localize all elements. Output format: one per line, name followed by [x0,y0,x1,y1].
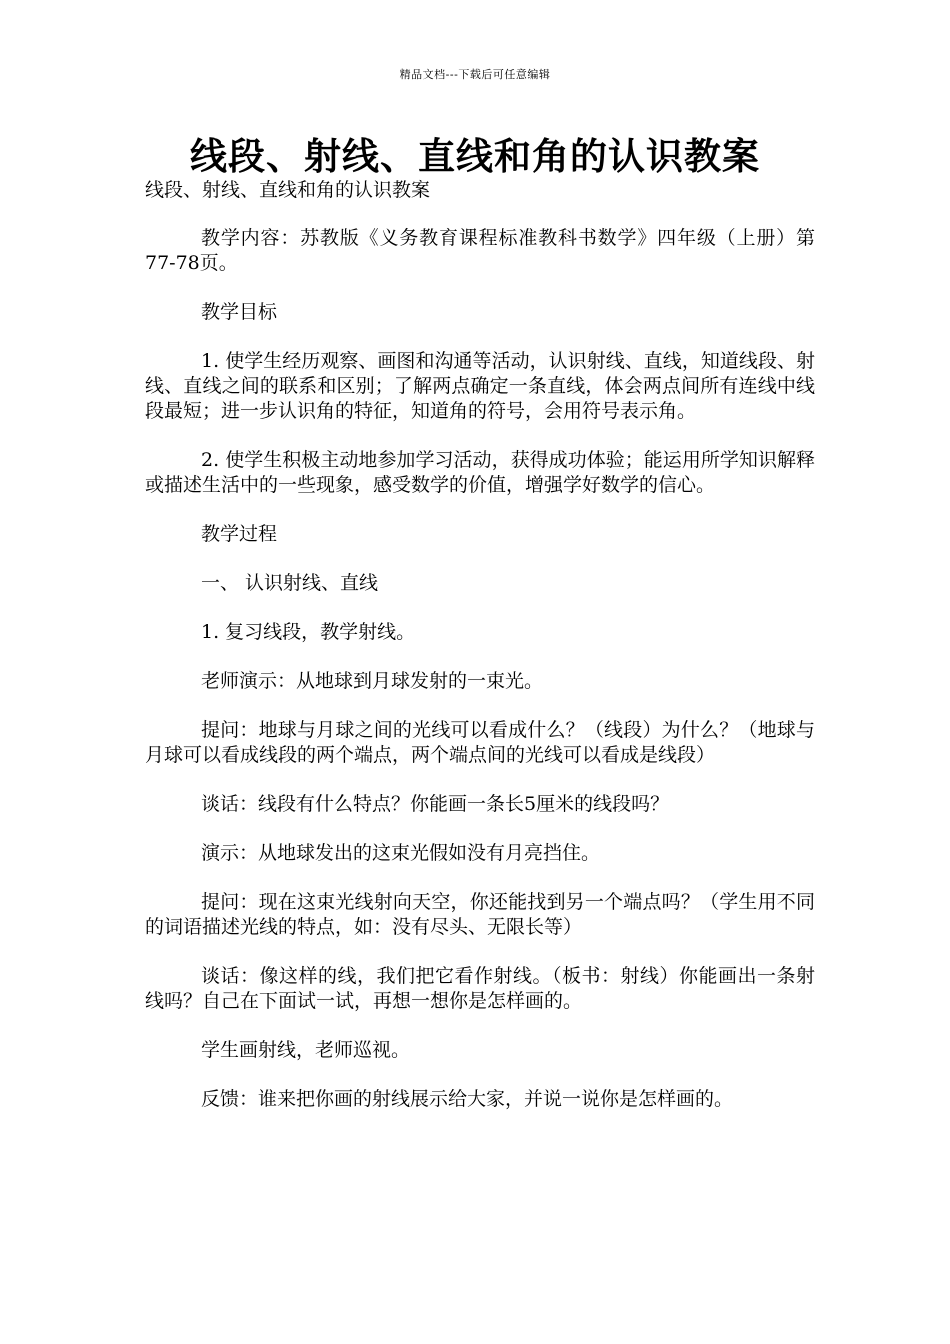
heading-teaching-process: 教学过程 [201,523,278,545]
paragraph-goal-1: 1. 使学生经历观察、画图和沟通等活动，认识射线、直线，知道线段、射线、直线之间的联系和区别；了解两点确定一条直线，体会两点间所有连线中线段最短；进一步认识角的特征，知道角的符号，会用符号表示角。 [145,350,815,422]
paragraph-demo-1: 老师演示：从地球到月球发射的一束光。 [201,670,544,692]
paragraph-goal-2: 2. 使学生积极主动地参加学习活动，获得成功体验；能运用所学知识解释或描述生活中的一些现象，感受数学的价值，增强学好数学的信心。 [145,449,815,496]
paragraph-demo-2: 演示：从地球发出的这束光假如没有月亮挡住。 [201,842,601,864]
paragraph-talk-1: 谈话：线段有什么特点？你能画一条长5厘米的线段吗？ [201,793,670,815]
header-note: 精品文档---下载后可任意编辑 [399,68,551,81]
heading-section-1: 一、 认识射线、直线 [201,572,379,594]
paragraph-student-draw: 学生画射线，老师巡视。 [201,1039,411,1061]
paragraph-step-1: 1. 复习线段，教学射线。 [201,621,416,643]
document-body [145,226,815,1136]
document-subtitle: 线段、射线、直线和角的认识教案 [145,179,431,201]
paragraph-question-1: 提问：地球与月球之间的光线可以看成什么？（线段）为什么？（地球与月球可以看成线段的两个端点，两个端点间的光线可以看成是线段） [145,719,815,766]
paragraph-talk-2: 谈话：像这样的线，我们把它看作射线。（板书：射线）你能画出一条射线吗？自己在下面试一试，再想一想你是怎样画的。 [145,965,815,1012]
paragraph-question-2: 提问：现在这束光线射向天空，你还能找到另一个端点吗？（学生用不同的词语描述光线的特点，如：没有尽头、无限长等） [145,891,815,938]
heading-teaching-goals: 教学目标 [201,301,278,323]
paragraph-feedback: 反馈：谁来把你画的射线展示给大家，并说一说你是怎样画的。 [201,1088,734,1110]
document-title: 线段、射线、直线和角的认识教案 [190,135,760,178]
paragraph-teaching-content: 教学内容：苏教版《义务教育课程标准教科书数学》四年级（上册）第77-78页。 [145,227,815,274]
